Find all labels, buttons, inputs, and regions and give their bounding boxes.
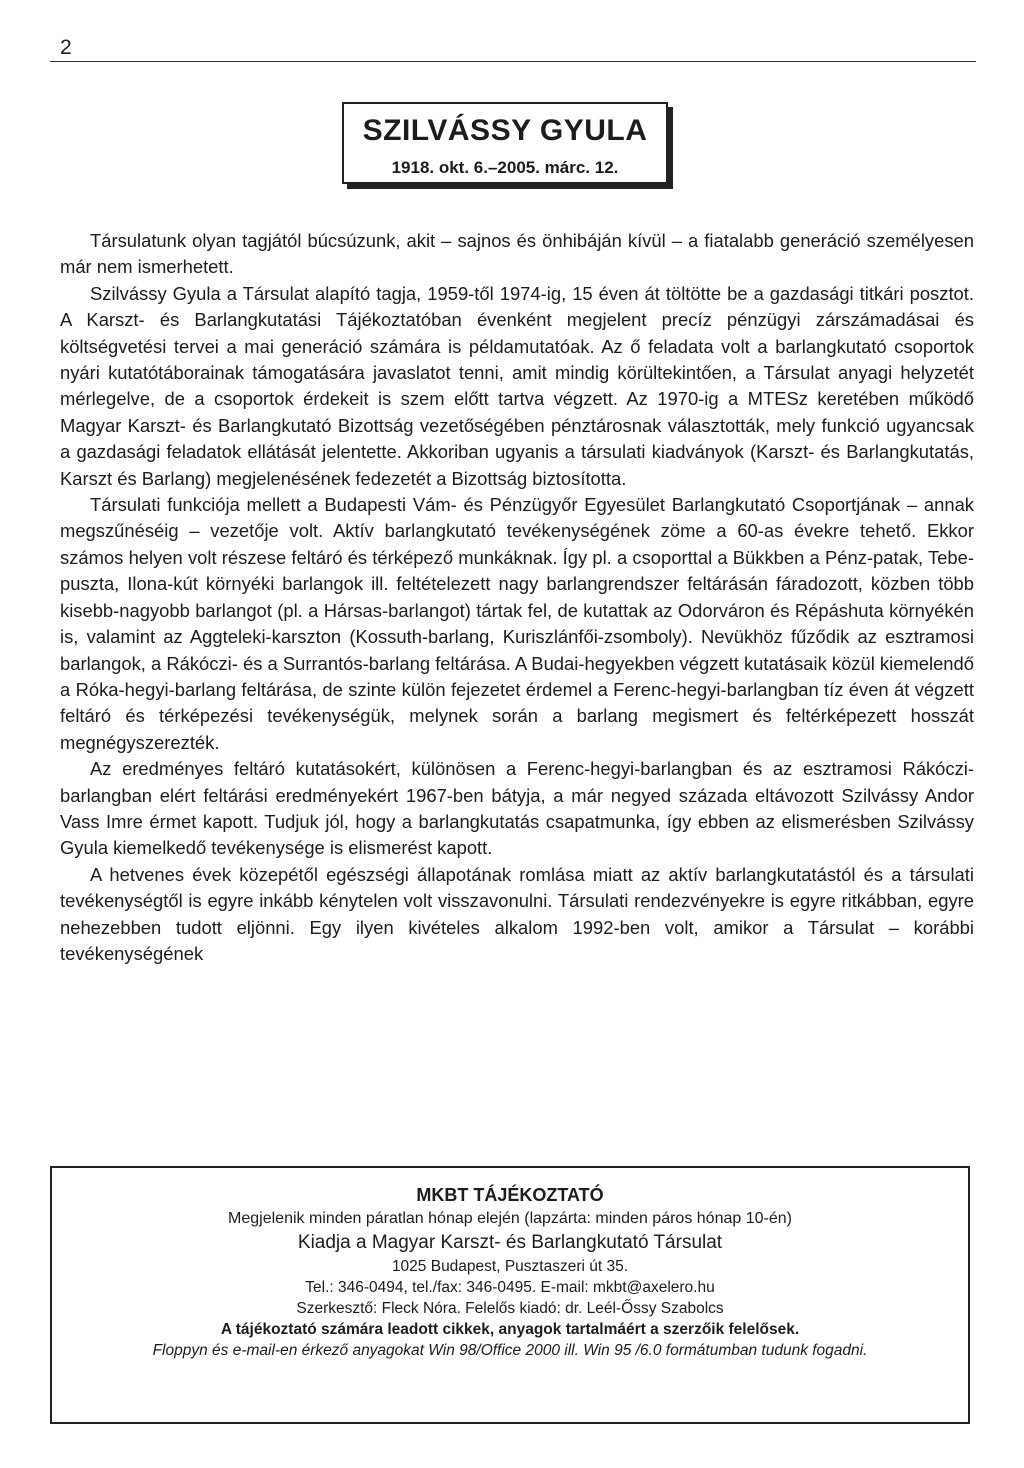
info-publisher: Kiadja a Magyar Karszt- és Barlangkutató Társulat [297,1232,723,1253]
article-paragraph: A hetvenes évek közepétől egészségi állapotának romlása miatt az aktív barlangkutatástól és a társulati tevékenységtől is egyre inkább kénytelen volt visszavonulni. Társulati rendezvényekre is egyre ritkábban, egyre nehezebben tudott eljönni. Egy ilyen kivételes alkalom 1992-ben volt, amikor a Társulat – korábbi tevékenységének [60,863,974,964]
header-rule [50,61,976,62]
info-disclaimer: A tájékoztató számára leadott cikkek, anyagok tartalmáért a szerzőik felelősek. [220,1321,800,1338]
obituary-dates: 1918. okt. 6.–2005. márc. 12. [391,158,619,177]
info-schedule: Megjelenik minden páratlan hónap elején (lapzárta: minden páros hónap 10-én) [228,1210,792,1227]
info-address: 1025 Budapest, Pusztaszeri út 35. [391,1258,629,1275]
article-paragraph: Az eredményes feltáró kutatásokért, különösen a Ferenc-hegyi-barlangban és az esztramosi Rákóczi-barlangban elért feltárási eredményekért 1967-ben bátyja, a már negyed százada eltávozott Szilvássy Andor Vass Imre érmet kapott. Tudjuk jól, hogy a barlangkutatás csapatmunka, így ebben az elismerésben Szilvássy Gyula kiemelkedő tevékenysége is elismerést kapott. [60,758,974,859]
publication-info-box [50,1166,970,1424]
info-format-note: Floppyn és e-mail-en érkező anyagokat Win 98/Office 2000 ill. Win 95 /6.0 formátumban tudunk fogadni. [152,1342,868,1359]
info-contact: Tel.: 346-0494, tel./fax: 346-0495. E-mail: mkbt@axelero.hu [305,1279,715,1296]
obituary-title-box [342,102,668,184]
info-heading: MKBT TÁJÉKOZTATÓ [416,1185,604,1205]
page-number: 2 [60,36,72,59]
article-paragraph: Szilvássy Gyula a Társulat alapító tagja, 1959-től 1974-ig, 15 éven át töltötte be a gazdasági titkári posztot. A Karszt- és Barlangkutatási Tájékoztatóban évenként megjelent precíz pénzügyi zárszámadásai és költségvetési tervei a mai generáció számára is példamutatóak. Az ő feladata volt a barlangkutató csoportok nyári kutatótáborainak támogatására javaslatot tenni, amit mindig körültekintően, a Társulat anyagi helyzetét mérlegelve, de a csoportok érdekeit is szem előtt tartva végzett. Az 1970-ig a MTESz keretében működő Magyar Karszt- és Barlangkutató Bizottság vezetőségében pénztárosnak választották, mely funkció ugyancsak a gazdasági feladatok ellátását jelentette. Akkoriban ugyanis a társulati kiadványok (Karszt- és Barlangkutatás, Karszt és Barlang) megjelenésének fedezetét a Bizottság biztosította. [60,282,974,489]
info-editors: Szerkesztő: Fleck Nóra. Felelős kiadó: dr. Leél-Őssy Szabolcs [296,1300,724,1317]
obituary-name: SZILVÁSSY GYULA [362,114,648,147]
article-paragraph: Társulati funkciója mellett a Budapesti Vám- és Pénzügyőr Egyesület Barlangkutató Csoportjának – annak megszűnéséig – vezetője volt. Aktív barlangkutató tevékenységének zöme a 60-as évekre tehető. Ekkor számos helyen volt részese feltáró és térképező munkáknak. Így pl. a csoporttal a Bükkben a Pénz-patak, Tebe-puszta, Ilona-kút környéki barlangok ill. feltételezett nagy barlangrendszer feltárásán fáradozott, közben több kisebb-nagyobb barlangot (pl. a Hársas-barlangot) tártak fel, de kutattak az Odorváron és Répáshuta környékén is, valamint az Aggteleki-karszton (Kossuth-barlang, Kuriszlánfői-zsomboly). Nevükhöz fűződik az esztramosi barlangok, a Rákóczi- és a Surrantós-barlang feltárása. A Budai-hegyekben végzett kutatásaik közül kiemelendő a Róka-hegyi-barlang feltárása, de szinte külön fejezetet érdemel a Ferenc-hegyi-barlangban tíz éven át végzett feltáró és térképezési tevékenységük, melynek során a barlang megismert és feltérképezett hosszát megnégyszerezték. [60,494,974,753]
obituary-article [60,228,974,967]
article-paragraph: Társulatunk olyan tagjától búcsúzunk, akit – sajnos és önhibáján kívül – a fiatalabb generáció személyesen már nem ismerhetett. [60,230,974,278]
